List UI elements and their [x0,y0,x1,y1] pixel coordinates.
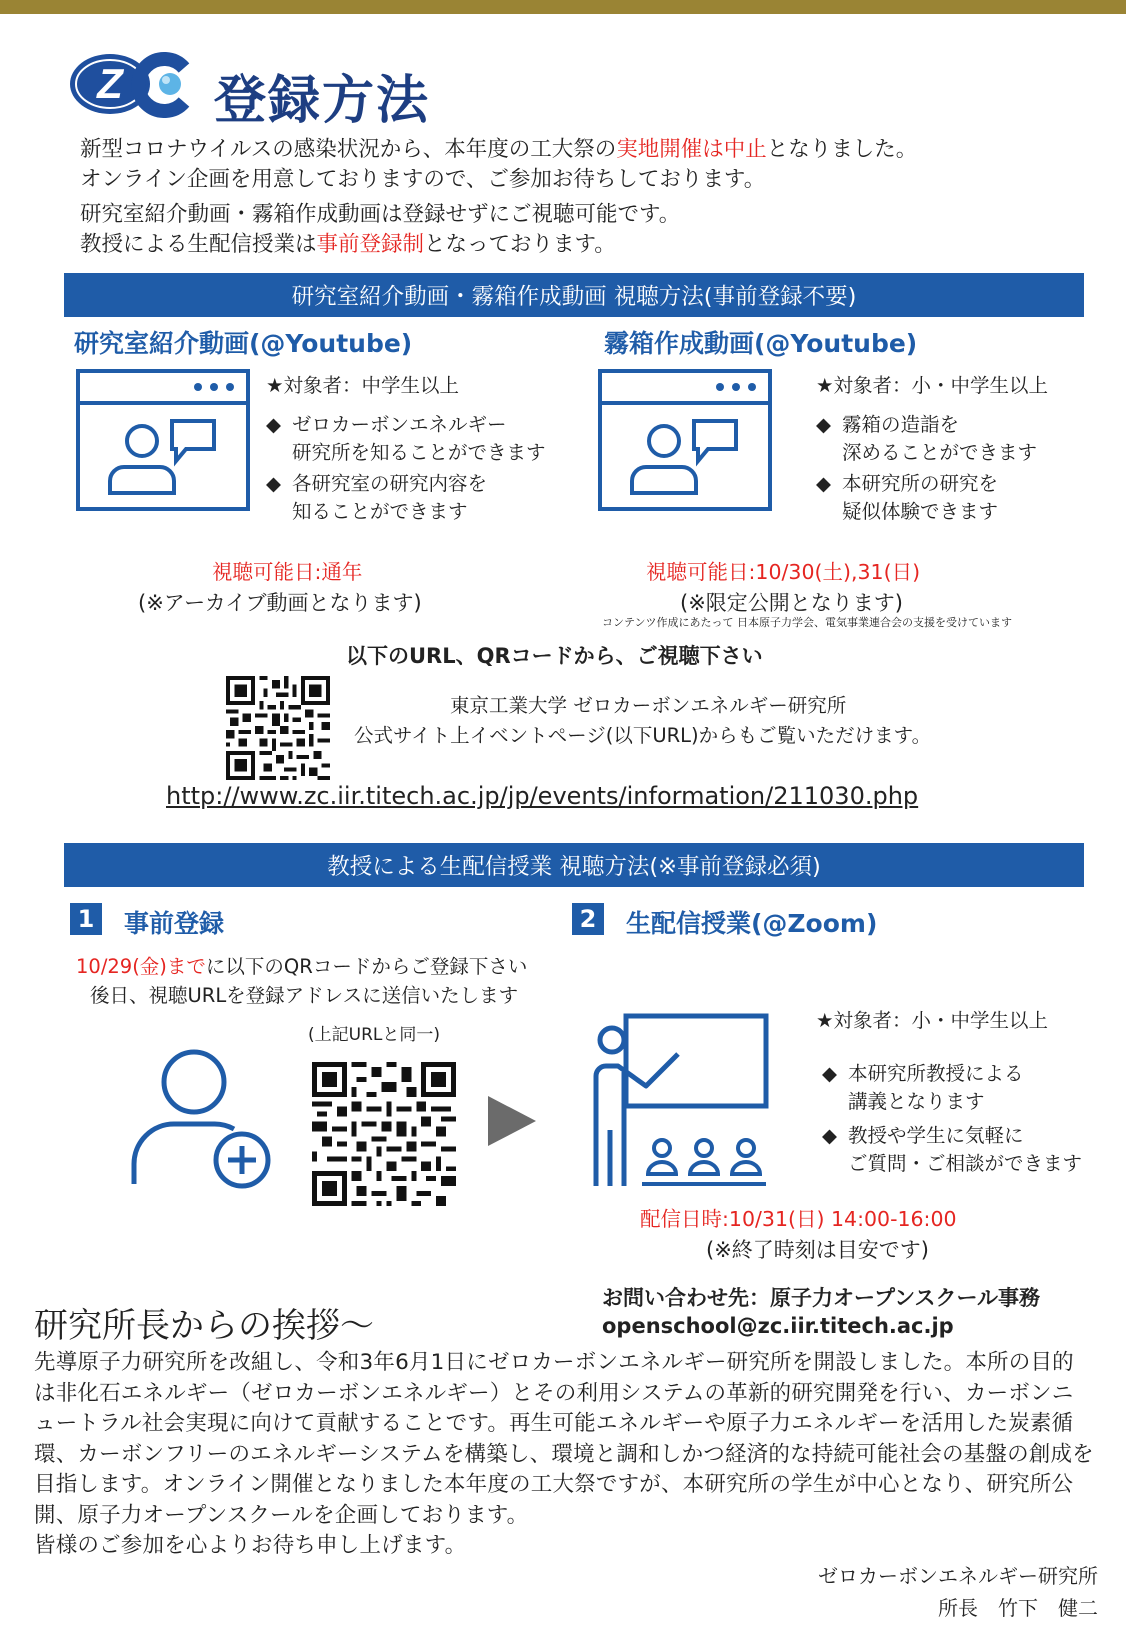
video-right-target: ★対象者：小・中学生以上 [816,374,1048,397]
bullet-text: 知ることができます [292,500,468,523]
bullet-text: 霧箱の造詣を [842,413,960,436]
access-line-2: 公式サイト上イベントページ(以下URL)からもご覧いただけます。 [354,724,932,747]
deadline-date: 10/29(金)まで [76,955,206,978]
signature-name: 所長 竹下 健二 [938,1596,1098,1620]
lecture-icon [578,1010,770,1190]
intro-line-3: 研究室紹介動画・霧箱作成動画は登録せずにご視聴可能です。 [80,202,681,227]
section-banner-videos: 研究室紹介動画・霧箱作成動画 視聴方法(事前登録不要) [64,273,1084,317]
contact-email-link[interactable]: openschool@zc.iir.titech.ac.jp [602,1314,954,1338]
diamond-bullet-icon: ◆ [816,413,831,436]
intro-text: 教授による生配信授業は [80,232,317,257]
step-1-number: 1 [70,903,102,935]
greeting-title: 研究所長からの挨拶～ [34,1306,374,1346]
intro-text: 新型コロナウイルスの感染状況から、本年度の工大祭の [80,137,617,162]
logo-z-letter: Z [97,60,123,107]
step-2-bullet-1 [822,1060,1024,1116]
contact-label: お問い合わせ先：原子力オープンスクール事務 [602,1286,1041,1310]
top-gold-bar [0,0,1126,14]
video-left-bullet-1 [266,411,546,467]
intro-registration: 事前登録制 [316,232,425,257]
video-right-availability: 視聴可能日:10/30(土),31(日) [646,560,921,584]
bullet-text: 研究所を知ることができます [292,441,546,464]
video-right-heading: 霧箱作成動画(@Youtube) [604,329,918,358]
diamond-bullet-icon: ◆ [816,472,831,495]
add-user-icon [126,1048,274,1190]
access-heading: 以下のURL、QRコードから、ご視聴下さい [346,644,763,668]
bullet-text: 講義となります [848,1090,985,1113]
bullet-text: 深めることができます [842,441,1038,464]
bullet-text: ご質問・ご相談ができます [848,1152,1083,1175]
support-note: コンテンツ作成にあたって 日本原子力学会、電気事業連合会の支援を受けています [602,616,1012,629]
bullet-text: 本研究所の研究を [842,472,999,495]
video-left-availability: 視聴可能日:通年 [212,560,363,584]
intro-line-2: オンライン企画を用意しておりますので、ご参加お待ちしております。 [80,167,766,192]
greeting-paragraph: 先導原子力研究所を改組し、令和3年6月1日にゼロカーボンエネルギー研究所を開設しました。本所の目的は非化石エネルギー（ゼロカーボンエネルギー）とその利用システムの革新的研究開発を行い、カーボンニュートラル社会実現に向けて貢献することです。再生可能エネルギーや原子力エネルギーを活用した炭素循環、カーボンフリーのエネルギーシステムを構築し、環境と調和しかつ経済的な持続可能社会の基盤の創成を目指します。オンライン開催となりました本年度の工大祭ですが、本研究所の学生が中心となり、研究所公開、原子力オープンスクールを企画しております。 [34,1350,1094,1528]
greeting-body [34,1348,1094,1562]
video-right-bullet-1 [816,411,1037,467]
intro-line-1 [80,132,917,163]
step-2-note: (※終了時刻は目安です) [706,1238,929,1262]
step-1-line-2: 後日、視聴URLを登録アドレスに送信いたします [90,984,519,1007]
video-right-note: (※限定公開となります) [680,591,903,615]
video-left-target: ★対象者：中学生以上 [266,374,459,397]
qr-code-icon[interactable] [226,676,330,780]
diamond-bullet-icon: ◆ [266,413,281,436]
access-line-1: 東京工業大学 ゼロカーボンエネルギー研究所 [450,694,847,717]
deadline-text: に以下のQRコードからご登録下さい [205,955,528,978]
arrow-right-icon [488,1096,536,1146]
video-left-bullet-2 [266,470,487,526]
video-left-note: (※アーカイブ動画となります) [138,591,422,615]
diamond-bullet-icon: ◆ [822,1124,837,1147]
intro-text: となりました。 [766,137,918,162]
diamond-bullet-icon: ◆ [822,1062,837,1085]
event-url-link[interactable]: http://www.zc.iir.titech.ac.jp/jp/events/information/211030.php [166,782,919,810]
zc-logo [66,50,198,118]
signature-org: ゼロカーボンエネルギー研究所 [818,1564,1098,1588]
step-2-datetime: 配信日時:10/31(日) 14:00-16:00 [640,1207,957,1231]
step-2-target: ★対象者：小・中学生以上 [816,1009,1048,1032]
registration-qr-code-icon[interactable] [312,1062,456,1206]
video-window-icon [76,369,250,511]
video-left-heading: 研究室紹介動画(@Youtube) [74,329,413,358]
bullet-text: 疑似体験できます [842,500,999,523]
intro-cancelled: 実地開催は中止 [616,137,767,162]
greeting-closing: 皆様のご参加を心よりお待ち申し上げます。 [34,1533,467,1558]
video-window-icon [598,369,772,511]
qr-caption: (上記URLと同一) [308,1025,440,1045]
intro-line-4 [80,227,616,258]
step-1-heading: 事前登録 [124,909,225,938]
step-2-number: 2 [572,903,604,935]
step-2-heading: 生配信授業(@Zoom) [626,909,878,938]
section-banner-live: 教授による生配信授業 視聴方法(※事前登録必須) [64,843,1084,887]
bullet-text: 各研究室の研究内容を [292,472,488,495]
bullet-text: 本研究所教授による [848,1062,1024,1085]
video-right-bullet-2 [816,470,998,526]
step-1-deadline [76,951,527,979]
diamond-bullet-icon: ◆ [266,472,281,495]
intro-text: となっております。 [424,232,616,257]
bullet-text: ゼロカーボンエネルギー [292,413,507,436]
page-title: 登録方法 [214,71,431,131]
step-2-bullet-2 [822,1122,1082,1178]
bullet-text: 教授や学生に気軽に [848,1124,1024,1147]
